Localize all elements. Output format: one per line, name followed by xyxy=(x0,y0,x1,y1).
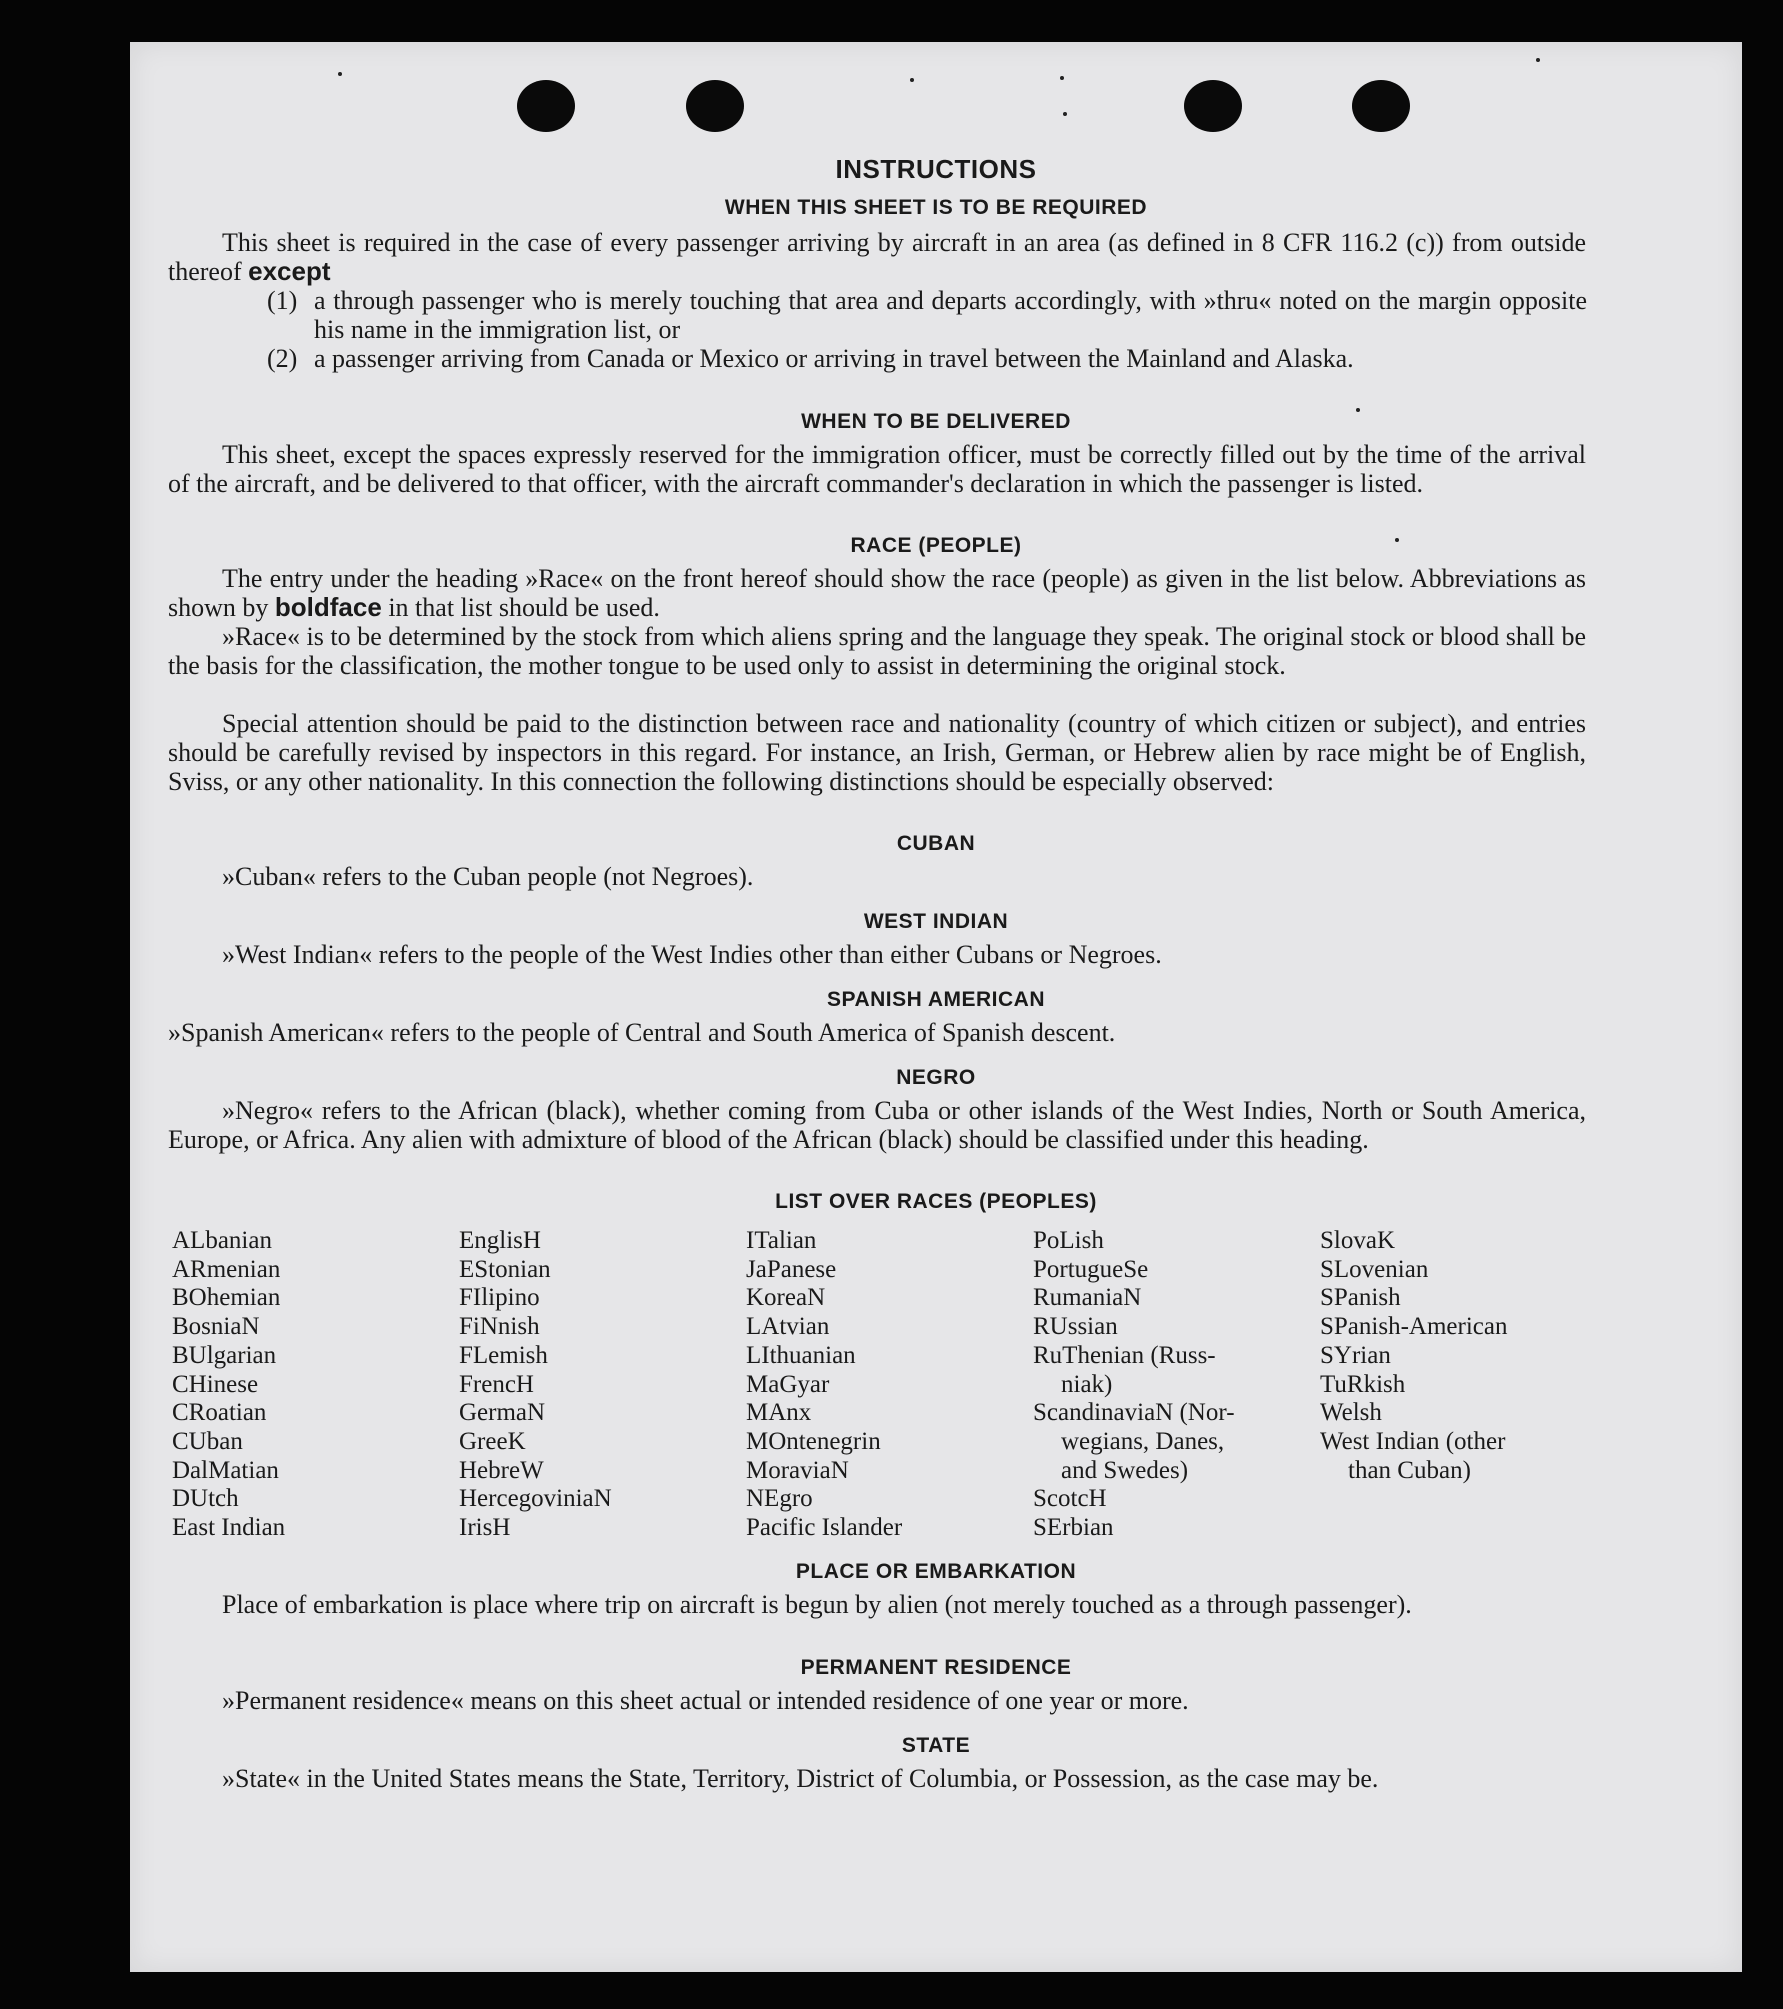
race-item: SPanish xyxy=(1320,1284,1401,1312)
race-item: wegians, Danes, xyxy=(1061,1427,1225,1455)
race-item: SErbian xyxy=(1033,1514,1114,1542)
race-item: LIthuanian xyxy=(746,1341,856,1369)
race-item: BosniaN xyxy=(172,1313,260,1341)
heading-cuban: CUBAN xyxy=(896,832,976,855)
heading-embarkation: PLACE OR EMBARKATION xyxy=(795,1560,1077,1583)
race-item: BUlgarian xyxy=(172,1341,277,1369)
state-text: »State« in the United States means the State, Territory, District of Columbia, or Possession, as the case may be. xyxy=(222,1764,1379,1793)
race-item: HercegoviniaN xyxy=(459,1485,612,1513)
race-item: ScotcH xyxy=(1033,1485,1107,1513)
race-item: West Indian (other xyxy=(1320,1427,1506,1455)
race-item: than Cuban) xyxy=(1348,1456,1471,1484)
race-item: FIlipino xyxy=(459,1284,540,1312)
race-item: FiNnish xyxy=(459,1313,540,1341)
negro-text: »Negro« refers to the African (black), whether coming from Cuba or other islands of the West Indies, North or South America, Europe, or Africa. Any alien with admixture of blood of the African (black) should be classified under this heading. xyxy=(168,1096,1586,1154)
item-number: (2) xyxy=(267,344,298,373)
race-item: GreeK xyxy=(459,1427,526,1455)
heading-when-required: WHEN THIS SHEET IS TO BE REQUIRED xyxy=(724,196,1148,219)
embarkation-text: Place of embarkation is place where trip on aircraft is begun by alien (not merely touched as a through passenger). xyxy=(222,1590,1412,1619)
heading-state: STATE xyxy=(901,1734,971,1757)
race-item: FrencH xyxy=(459,1370,534,1398)
heading-residence: PERMANENT RESIDENCE xyxy=(800,1656,1072,1679)
races-column-5 xyxy=(1320,1227,1607,1543)
cuban-text: »Cuban« refers to the Cuban people (not Negroes). xyxy=(222,862,754,891)
race-item: KoreaN xyxy=(746,1284,826,1312)
race-item: CHinese xyxy=(172,1370,259,1398)
race-item: SlovaK xyxy=(1320,1227,1395,1254)
race-item: EStonian xyxy=(459,1255,551,1283)
race-item: IrisH xyxy=(459,1514,511,1542)
race-item: MAnx xyxy=(746,1399,812,1427)
race-item: Pacific Islander xyxy=(746,1514,903,1542)
race-item: MaGyar xyxy=(746,1370,830,1398)
heading-west-indian: WEST INDIAN xyxy=(863,910,1009,933)
race-item: PortugueSe xyxy=(1033,1255,1149,1283)
race-item: RumaniaN xyxy=(1033,1284,1142,1312)
race-item: NEgro xyxy=(746,1485,813,1513)
race-item: PoLish xyxy=(1033,1227,1104,1254)
item-text: a passenger arriving from Canada or Mexico or arriving in travel between the Mainland and Alaska. xyxy=(314,344,1354,373)
race-item: HebreW xyxy=(459,1456,544,1484)
boldface-word: boldface xyxy=(274,592,382,622)
race-item: SLovenian xyxy=(1320,1255,1429,1283)
race-item: JaPanese xyxy=(746,1255,837,1283)
heading-negro: NEGRO xyxy=(896,1066,976,1089)
spanish-american-text: »Spanish American« refers to the people of Central and South America of Spanish descent. xyxy=(168,1018,1116,1047)
race-item: DalMatian xyxy=(172,1456,279,1484)
race-item: CRoatian xyxy=(172,1399,267,1427)
races-column-4 xyxy=(1033,1227,1320,1543)
required-item-1 xyxy=(267,286,1587,344)
race-item: GermaN xyxy=(459,1399,546,1427)
race-item: niak) xyxy=(1061,1370,1113,1398)
race-item: LAtvian xyxy=(746,1313,830,1341)
race-item: ScandinaviaN (Nor- xyxy=(1033,1399,1235,1427)
race-item: SPanish-American xyxy=(1320,1313,1508,1341)
race-item: ITalian xyxy=(746,1227,817,1254)
punch-hole xyxy=(1352,80,1410,132)
race-item: TuRkish xyxy=(1320,1370,1406,1398)
race-item: FLemish xyxy=(459,1341,548,1369)
races-column-3 xyxy=(746,1227,1033,1543)
races-column-1 xyxy=(172,1227,459,1543)
residence-text: »Permanent residence« means on this sheet actual or intended residence of one year or more. xyxy=(222,1686,1189,1715)
delivered-text: This sheet, except the spaces expressly reserved for the immigration officer, must be correctly filled out by the time of the arrival of the aircraft, and be delivered to that officer, with the aircraft commander's declaration in which the passenger is listed. xyxy=(168,440,1586,498)
required-item-2 xyxy=(267,344,1587,373)
race-item: Welsh xyxy=(1320,1399,1382,1427)
race-item: MoraviaN xyxy=(746,1456,849,1484)
heading-when-delivered: WHEN TO BE DELIVERED xyxy=(801,410,1071,433)
race-item: RuThenian (Russ- xyxy=(1033,1341,1216,1369)
required-intro: This sheet is required in the case of every passenger arriving by aircraft in an area (as defined in 8 CFR 116.2 (c)) from outside thereof except xyxy=(168,228,1586,286)
race-paragraph-3: Special attention should be paid to the distinction between race and nationality (country of which citizen or subject), and entries should be carefully revised by inspectors in this regard. For instance, an Irish, German, or Hebrew alien by race might be of English, Sviss, or any other nationality. In this connection the following distinctions should be especially observed: xyxy=(168,709,1586,796)
race-item: ALbanian xyxy=(172,1227,272,1254)
race-paragraph-1: The entry under the heading »Race« on the front hereof should show the race (people) as given in the list below. Abbreviations as shown by boldface in that list should be used. xyxy=(168,564,1586,622)
race-item: SYrian xyxy=(1320,1341,1391,1369)
punch-hole xyxy=(517,80,575,132)
race-item: ARmenian xyxy=(172,1255,281,1283)
races-list xyxy=(172,1227,1622,1543)
race-item: RUssian xyxy=(1033,1313,1118,1341)
race-item: BOhemian xyxy=(172,1284,281,1312)
heading-spanish-american: SPANISH AMERICAN xyxy=(826,988,1045,1011)
race-item: DUtch xyxy=(172,1485,239,1513)
punch-hole xyxy=(686,80,744,132)
race-item: CUban xyxy=(172,1427,243,1455)
race-item: MOntenegrin xyxy=(746,1427,881,1455)
races-column-2 xyxy=(459,1227,746,1543)
race-item: East Indian xyxy=(172,1514,286,1542)
document-sheet xyxy=(130,42,1742,1972)
west-indian-text: »West Indian« refers to the people of the West Indies other than either Cubans or Negroes. xyxy=(222,940,1162,969)
race-item: and Swedes) xyxy=(1061,1456,1189,1484)
instructions-title: INSTRUCTIONS xyxy=(835,154,1037,184)
heading-list-races: LIST OVER RACES (PEOPLES) xyxy=(775,1190,1097,1213)
race-paragraph-2: »Race« is to be determined by the stock from which aliens spring and the language they speak. The original stock or blood shall be the basis for the classification, the mother tongue to be used only to assist in determining the original stock. xyxy=(168,622,1586,680)
item-number: (1) xyxy=(267,286,298,315)
except-bold: except xyxy=(248,256,331,286)
item-text: a through passenger who is merely touching that area and departs accordingly, with »thru« noted on the margin opposite his name in the immigration list, or xyxy=(314,286,1587,344)
punch-hole xyxy=(1184,80,1242,132)
heading-race: RACE (PEOPLE) xyxy=(850,534,1022,557)
race-item: EnglisH xyxy=(459,1227,541,1254)
